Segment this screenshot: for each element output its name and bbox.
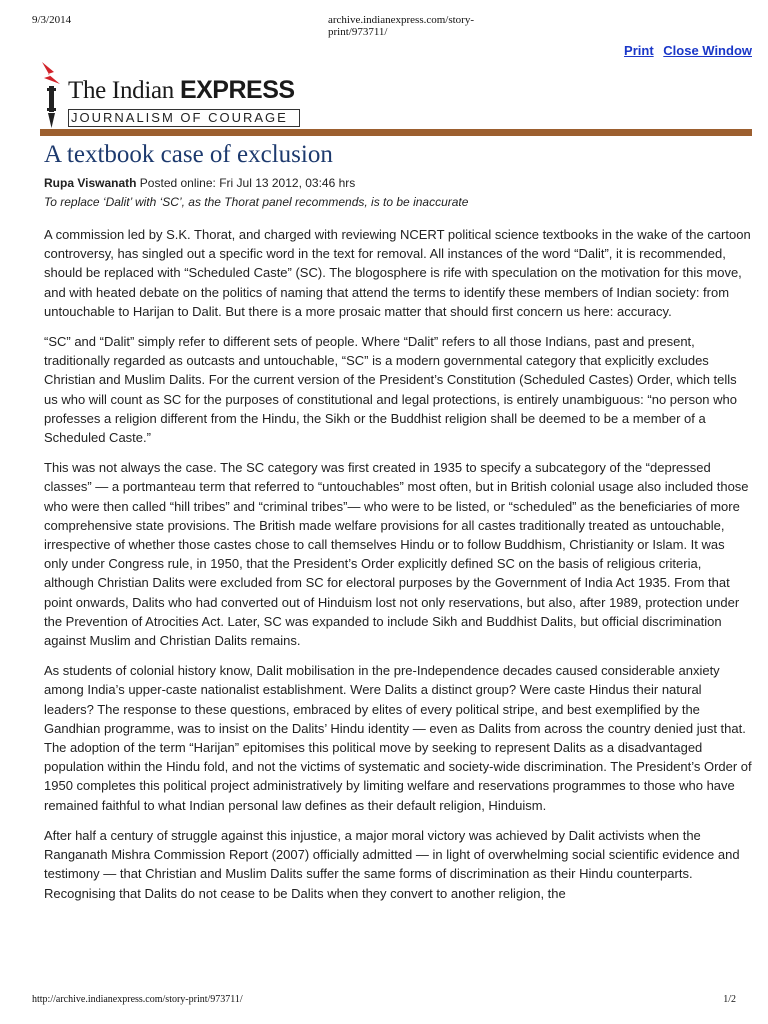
article-paragraph: A commission led by S.K. Thorat, and charged with reviewing NCERT political science textbooks in the wake of the cartoon controversy, has singled out a specific word in the text for removal. All instances of the word “Dalit”, it is recommended, should be replaced with “Scheduled Caste” (SC). The blogosphere is rife with speculation on the motivation for this move, and with heated debate on the politics of naming that attend the terms to identify these members of Indian society: from untouchable to Harijan to Dalit. But there is a more prosaic matter that should first concern us here: accuracy. — [44, 227, 751, 319]
print-link[interactable]: Print — [624, 43, 654, 58]
posted-date: Posted online: Fri Jul 13 2012, 03:46 hrs — [136, 176, 356, 190]
pen-nib-icon — [40, 58, 66, 132]
masthead-name-bold: EXPRESS — [179, 76, 295, 104]
article-paragraph: This was not always the case. The SC category was first created in 1935 to specify a subcategory of the “depressed classes” — a portmanteau term that referred to “untouchables” most often, but in British colonial usage also included those who were then called “hill tribes” and “criminal tribes”— who were to be listed, or “scheduled” as the beneficiaries of more comprehensive state provisions. The British made welfare provisions for all castes traditionally treated as untouchable, irrespective of whether those castes chose to call themselves Hindu or to follow Buddhism, Christianity or Islam. It was only under Congress rule, in 1950, that the President’s Order explicitly defined SC on the basis of religious criteria, although Christian Dalits were excluded from SC for electoral purposes by the Government of India Act 1935. From that point onwards, Dalits who had converted out of Hinduism lost not only reservations, but also, after 1989, protection under the Prevention of Atrocities Act. Later, SC was expanded to include Sikh and Buddhist Dalits, but official discrimination against Muslim and Christian Dalits remains. — [44, 460, 749, 649]
page-number: 1/2 — [723, 994, 736, 1005]
author-name: Rupa Viswanath — [44, 176, 137, 190]
byline — [44, 176, 355, 190]
article-paragraph: “SC” and “Dalit” simply refer to different sets of people. Where “Dalit” refers to all those Indians, past and present, traditionally regarded as outcasts and untouchable, “SC” is a modern governmental category that explicitly excludes Christian and Muslim Dalits. For the current version of the President’s Constitution (Scheduled Castes) Order, which tells us who will count as SC for the purposes of constitutional and legal protections, is entirely unambiguous: “no person who professes a religion different from the Hindu, the Sikh or the Buddhist religion shall be deemed to be a member of a Scheduled Caste.” — [44, 334, 737, 446]
article-headline: A textbook case of exclusion — [44, 141, 333, 168]
masthead-logo[interactable] — [40, 58, 300, 130]
masthead-tagline: JOURNALISM OF COURAGE — [68, 109, 300, 127]
footer-url: http://archive.indianexpress.com/story-print/973711/ — [32, 994, 243, 1005]
article-standfirst: To replace ‘Dalit’ with ‘SC’, as the Thorat panel recommends, is to be inaccurate — [44, 195, 469, 209]
close-window-link[interactable]: Close Window — [663, 43, 752, 58]
masthead-name — [68, 76, 295, 105]
print-actions — [618, 43, 752, 58]
print-date: 9/3/2014 — [32, 14, 72, 26]
article-paragraph: After half a century of struggle against this injustice, a major moral victory was achieved by Dalit activists when the Ranganath Mishra Commission Report (2007) officially admitted — in light of overwhelming social scientific evidence and testimony — that Christian and Muslim Dalits suffer the same forms of discrimination as their Hindu counterparts. Recognising that Dalits do not cease to be Dalits when they convert to another religion, the — [44, 827, 740, 901]
article-body — [44, 225, 752, 914]
article-paragraph: As students of colonial history know, Dalit mobilisation in the pre-Independence decades caused considerable anxiety among India’s upper-caste nationalist establishment. Were Dalits a distinct group? Were caste Hindus their natural leaders? The response to these questions, embraced by elites of every political stripe, and best exemplified by the Gandhian programme, was to insist on the Dalits’ Hindu identity — even as Dalits from across the country denied just that. The adoption of the term “Harijan” epitomises this political move by seeking to represent Dalits as a disadvantaged population within the Hindu fold, and not the victims of systematic and society-wide discrimination. The President’s Order of 1950 completes this political project administratively by limiting welfare and reservations programmes to those who have remained faithful to what Indian personal law defines as their default religion, Hinduism. — [44, 663, 752, 813]
print-url: archive.indianexpress.com/story-print/973711/ — [328, 14, 475, 38]
masthead-name-light: The Indian — [68, 77, 174, 104]
masthead-rule — [40, 129, 752, 136]
